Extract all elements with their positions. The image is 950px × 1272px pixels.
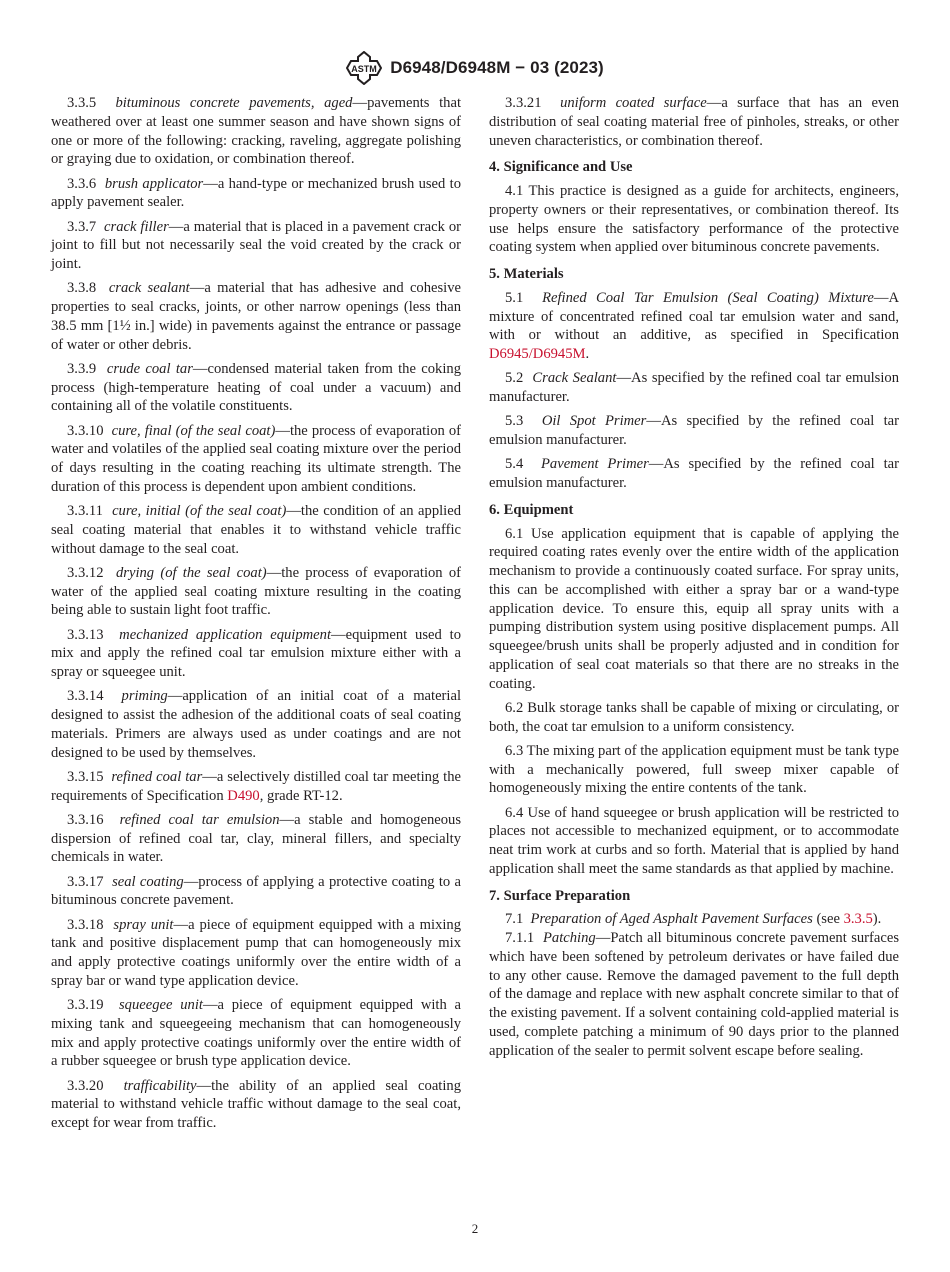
page-number: 2 bbox=[471, 1221, 479, 1236]
section-heading-significance: 4. Significance and Use bbox=[489, 159, 633, 176]
paragraph-5-1: 5.1 Refined Coal Tar Emulsion (Seal Coating) Mixture—A mixture of concentrated refined coal tar emulsion water and sand, with or without an additive, as specified in Specification D6945/D6945M. bbox=[489, 289, 899, 362]
paragraph-5-4: 5.4 Pavement Primer—As specified by the refined coal tar emulsion manufacturer. bbox=[489, 456, 899, 491]
paragraph-7-1: 7.1 Preparation of Aged Asphalt Pavement Surfaces (see 3.3.5). bbox=[505, 911, 882, 928]
right-column bbox=[489, 94, 899, 1066]
svg-text:ASTM: ASTM bbox=[351, 64, 377, 74]
definition-3-3-19: 3.3.19 squeegee unit—a piece of equipment equipped with a mixing tank and squeegeeing mechanism that can homogeneously mix and apply protective coatings uniformly over the entire width of a rubber squeegee or brush type application device. bbox=[51, 997, 461, 1070]
section-heading-materials: 5. Materials bbox=[489, 266, 564, 282]
section-heading-equipment: 6. Equipment bbox=[489, 501, 574, 518]
reference-link-d490[interactable]: D490 bbox=[227, 787, 260, 804]
paragraph-4-1: 4.1 This practice is designed as a guide for architects, engineers, property owners or their representatives, or combination thereof. Its use helps ensure the satisfactory performance of the protective coating system when applied over bituminous concrete pavements. bbox=[489, 183, 899, 256]
document-designation: D6948/D6948M − 03 (2023) bbox=[390, 58, 604, 77]
definition-3-3-18: 3.3.18 spray unit—a piece of equipment equipped with a mixing tank and positive displacement pump that can homogeneously mix and apply protective coatings uniformly over the entire width of a spray bar or wand type application device. bbox=[51, 916, 462, 989]
reference-link-3-3-5[interactable]: 3.3.5 bbox=[843, 911, 873, 928]
paragraph-5-3: 5.3 Oil Spot Primer—As specified by the refined coal tar emulsion manufacturer. bbox=[489, 413, 899, 448]
page-header bbox=[0, 50, 950, 86]
definition-3-3-17: 3.3.17 seal coating—process of applying a protective coating to a bituminous concrete pavement. bbox=[51, 873, 461, 909]
definition-3-3-10: 3.3.10 cure, final (of the seal coat)—the process of evaporation of water and volatiles of the applied seal coating mixture over the period of days resulting in the coating reaching its ultimate strength. The duration of this process is dependent upon ambient conditions. bbox=[51, 422, 462, 495]
paragraph-6-4: 6.4 Use of hand squeegee or brush application will be restricted to places not accessible to mechanized equipment, or to accommodate neat trim work at curbs and so forth. Material that is applied by hand application shall meet the same standards as that applied by machine. bbox=[489, 804, 899, 877]
definition-3-3-15: 3.3.15 refined coal tar—a selectively distilled coal tar meeting the requirements of Specification D490, grade RT-12. bbox=[51, 768, 461, 804]
definition-3-3-21: 3.3.21 uniform coated surface—a surface that has an even distribution of seal coating material free of pinholes, streaks, or other uneven characteristics, or combination thereof. bbox=[489, 95, 899, 149]
left-column bbox=[51, 94, 461, 1138]
definition-3-3-11: 3.3.11 cure, initial (of the seal coat)—the condition of an applied seal coating material that enables it to withstand vehicle traffic without damage to the seal coat. bbox=[51, 503, 462, 557]
paragraph-6-3: 6.3 The mixing part of the application equipment must be tank type with a mechanically powered, full sweep mixer capable of homogeneously mixing the entire contents of the tank. bbox=[489, 742, 899, 797]
definition-3-3-20: 3.3.20 trafficability—the ability of an applied seal coating material to withstand vehicle traffic without damage to the seal coat, except for wear from traffic. bbox=[51, 1077, 461, 1131]
definition-3-3-13: 3.3.13 mechanized application equipment—equipment used to mix and apply the refined coal tar emulsion mixture either with a spray or squeegee unit. bbox=[51, 626, 461, 680]
definition-3-3-14: 3.3.14 priming—application of an initial coat of a material designed to assist the adhesion of the additional coats of seal coating materials. Primers are always used as under coatings and are not designed to be used by themselves. bbox=[51, 688, 461, 761]
paragraph-7-1-1: 7.1.1 Patching—Patch all bituminous concrete pavement surfaces which have been softened by petroleum derivates or have failed due to any other cause. Remove the damaged pavement to the full depth of the damage and replace with new asphalt concrete similar to that of the existing pavement. If a solvent containing cold-applied material is used, complete patching a minimum of 90 days prior to the planned application of the sealer to permit solvent escape before sealing. bbox=[489, 930, 900, 1059]
definition-3-3-8: 3.3.8 crack sealant—a material that has adhesive and cohesive properties to seal cracks, joints, or other narrow openings (less than 38.5 mm [1½ in.] wide) in pavements against the entrance or passage of water or other debris. bbox=[51, 280, 462, 353]
reference-link-d6945[interactable]: D6945/D6945M bbox=[489, 346, 586, 362]
definition-3-3-7: 3.3.7 crack filler—a material that is placed in a pavement crack or joint to fill but not necessarily seal the void created by the crack or joint. bbox=[51, 218, 462, 272]
section-heading-surface-preparation: 7. Surface Preparation bbox=[489, 887, 631, 904]
astm-logo-icon bbox=[346, 51, 382, 85]
paragraph-5-2: 5.2 Crack Sealant—As specified by the refined coal tar emulsion manufacturer. bbox=[489, 370, 899, 405]
definition-3-3-5: 3.3.5 bituminous concrete pavements, aged—pavements that weathered over at least one summer season and have shown signs of one or more of the following: cracking, raveling, aggregate polishing or graying due to oxidation, or combination thereof. bbox=[51, 95, 461, 168]
paragraph-6-2: 6.2 Bulk storage tanks shall be capable of mixing or circulating, or both, the coat tar emulsion to a uniform consistency. bbox=[489, 699, 899, 735]
definition-3-3-6: 3.3.6 brush applicator—a hand-type or mechanized brush used to apply pavement sealer. bbox=[51, 175, 461, 211]
definition-3-3-16: 3.3.16 refined coal tar emulsion—a stable and homogeneous dispersion of refined coal tar, clay, mineral fillers, and specialty chemicals in water. bbox=[51, 811, 462, 866]
definition-3-3-9: 3.3.9 crude coal tar—condensed material taken from the coking process (high-temperature heating of coal under a vacuum) and containing all of the volatile constituents. bbox=[51, 360, 462, 415]
definition-3-3-12: 3.3.12 drying (of the seal coat)—the process of evaporation of water of the applied seal coating mixture resulting in the coating being able to sustain light foot traffic. bbox=[51, 564, 462, 619]
paragraph-6-1: 6.1 Use application equipment that is capable of applying the required coating rates evenly over the entire width of the application mechanism to provide a continuously coated surface. For spray units, this can be accomplished with either a spray bar or a wand-type application device. To ensure this, equip all spray units with a pumping distribution system using positive displacement pumps. All squeegee/brush units shall be properly adjusted and in condition for application of seal coat materials so that there are no streaks in the coating. bbox=[489, 525, 899, 692]
